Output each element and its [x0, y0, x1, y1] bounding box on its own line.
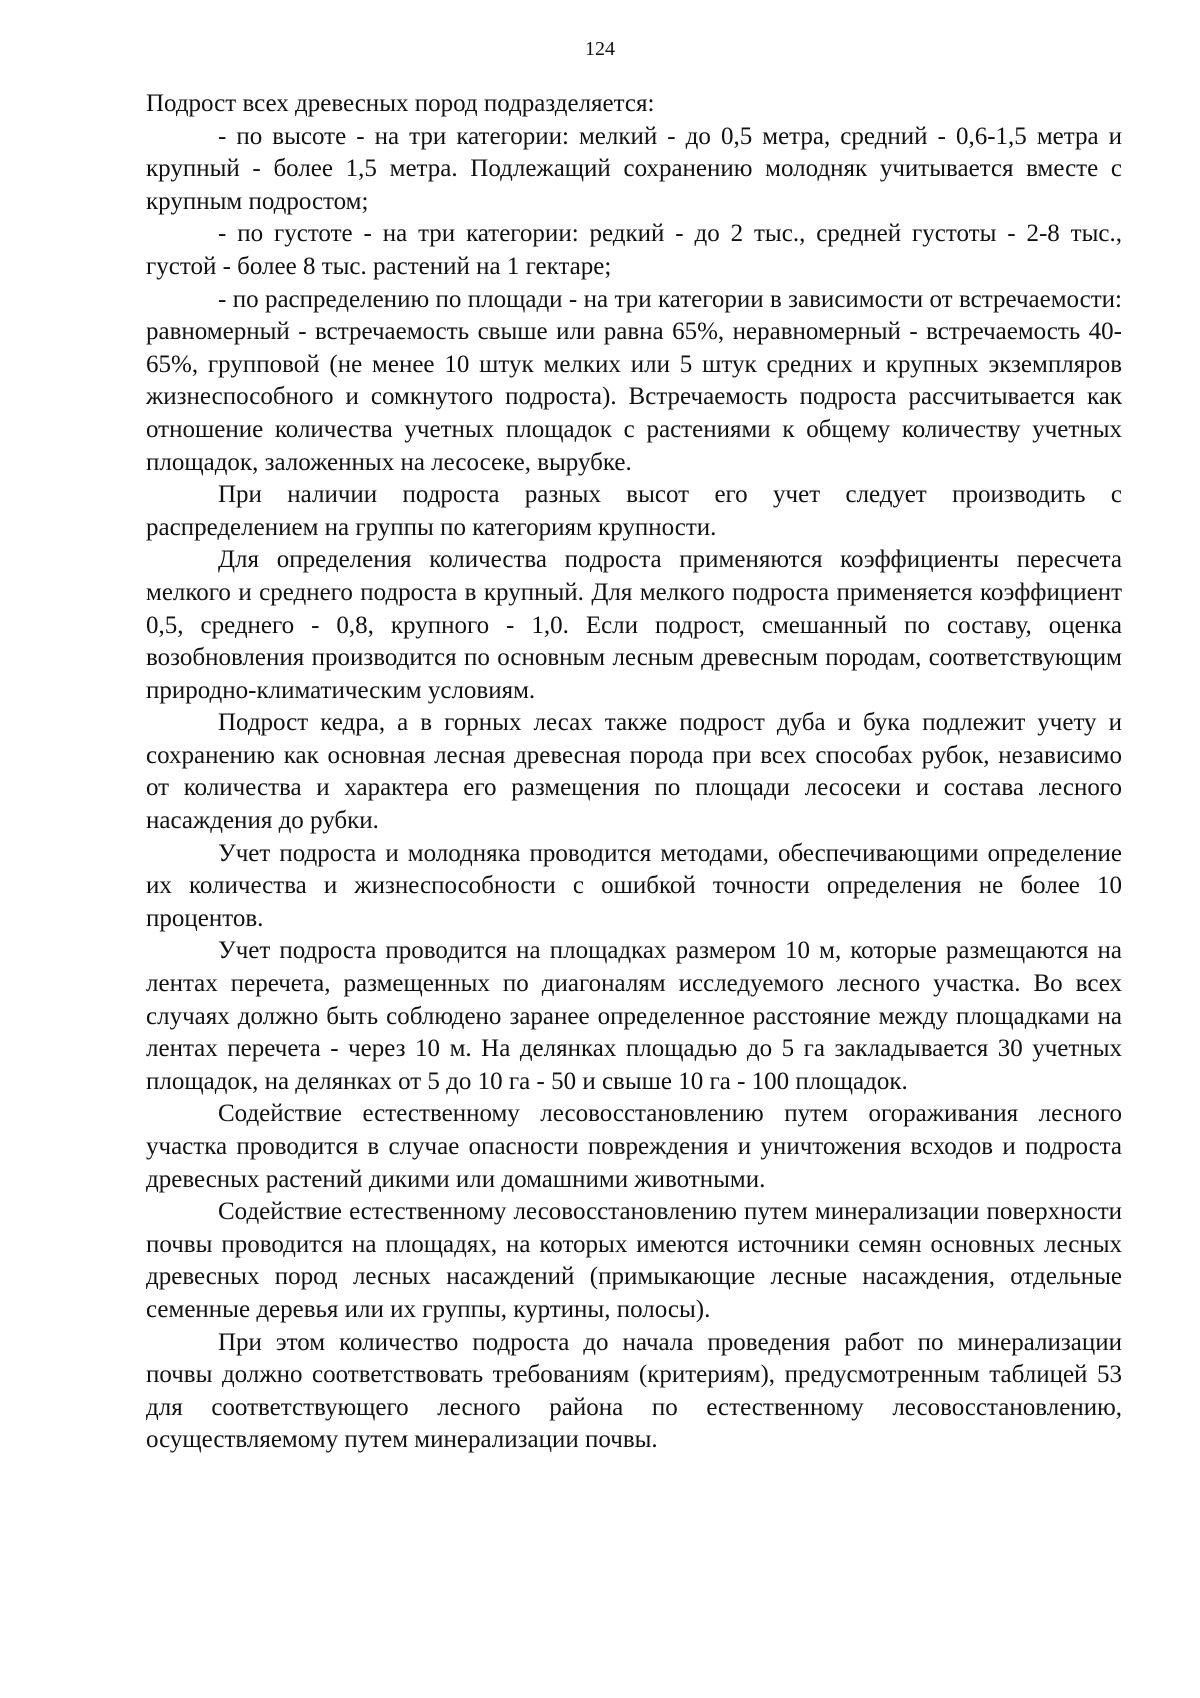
paragraph-by-density: - по густоте - на три категории: редкий - до 2 тыс., средней густоты - 2-8 тыс., густой - более 8 тыс. растений на 1 гектаре;	[146, 220, 1122, 280]
paragraph-by-distribution: - по распределению по площади - на три категории в зависимости от встречаемости: равномерный - встречаемость свыше или равна 65%, неравномерный - встречаемость 40-65%, групповой (не менее 10 штук мелких или 5 штук средних и крупных экземпляров жизнеспособного и сомкнутого подроста). Встречаемость подроста рассчитывается как отношение количества учетных площадок с растениями к общему количеству учетных площадок, заложенных на лесосеке, вырубке.	[146, 285, 1122, 476]
paragraph-mineralization-requirements: При этом количество подроста до начала проведения работ по минерализации почвы должно соответствовать требованиям (критериям), предусмотренным таблицей 53 для соответствующего лесного района по естественному лесовосстановлению, осуществляемому путем минерализации почвы.	[146, 1328, 1122, 1454]
paragraph-cedar-oak-beech: Подрост кедра, а в горных лесах также подрост дуба и бука подлежит учету и сохранению как основная лесная древесная порода при всех способах рубок, независимо от количества и характера его размещения по площади лесосеки и состава лесного насаждения до рубки.	[146, 709, 1122, 835]
paragraph-fencing: Содействие естественному лесовосстановлению путем огораживания лесного участка проводится в случае опасности повреждения и уничтожения всходов и подроста древесных растений дикими или домашними животными.	[146, 1100, 1122, 1193]
document-body	[146, 88, 1122, 1457]
paragraph-mixed-heights: При наличии подроста разных высот его учет следует производить с распределением на группы по категориям крупности.	[146, 481, 1122, 541]
paragraph-coefficients: Для определения количества подроста применяются коэффициенты пересчета мелкого и среднего подроста в крупный. Для мелкого подроста применяется коэффициент 0,5, среднего - 0,8, крупного - 1,0. Если подрост, смешанный по составу, оценка возобновления производится по основным лесным древесным породам, соответствующим природно-климатическим условиям.	[146, 546, 1122, 704]
paragraph-sample-plots: Учет подроста проводится на площадках размером 10 м, которые размещаются на лентах перечета, размещенных по диагоналям исследуемого лесного участка. Во всех случаях должно быть соблюдено заранее определенное расстояние между площадками на лентах перечета - через 10 м. На делянках площадью до 5 га закладывается 30 учетных площадок, на делянках от 5 до 10 га - 50 и свыше 10 га - 100 площадок.	[146, 937, 1122, 1095]
paragraph-intro: Подрост всех древесных пород подразделяется:	[146, 90, 655, 117]
paragraph-by-height: - по высоте - на три категории: мелкий - до 0,5 метра, средний - 0,6-1,5 метра и крупный - более 1,5 метра. Подлежащий сохранению молодняк учитывается вместе с крупным подростом;	[146, 122, 1122, 215]
page-number: 124	[585, 38, 615, 60]
paragraph-mineralization: Содействие естественному лесовосстановлению путем минерализации поверхности почвы проводится на площадях, на которых имеются источники семян основных лесных древесных пород лесных насаждений (примыкающие лесные насаждения, отдельные семенные деревья или их группы, куртины, полосы).	[146, 1198, 1122, 1323]
paragraph-accounting-methods: Учет подроста и молодняка проводится методами, обеспечивающими определение их количества и жизнеспособности с ошибкой точности определения не более 10 процентов.	[146, 839, 1122, 932]
